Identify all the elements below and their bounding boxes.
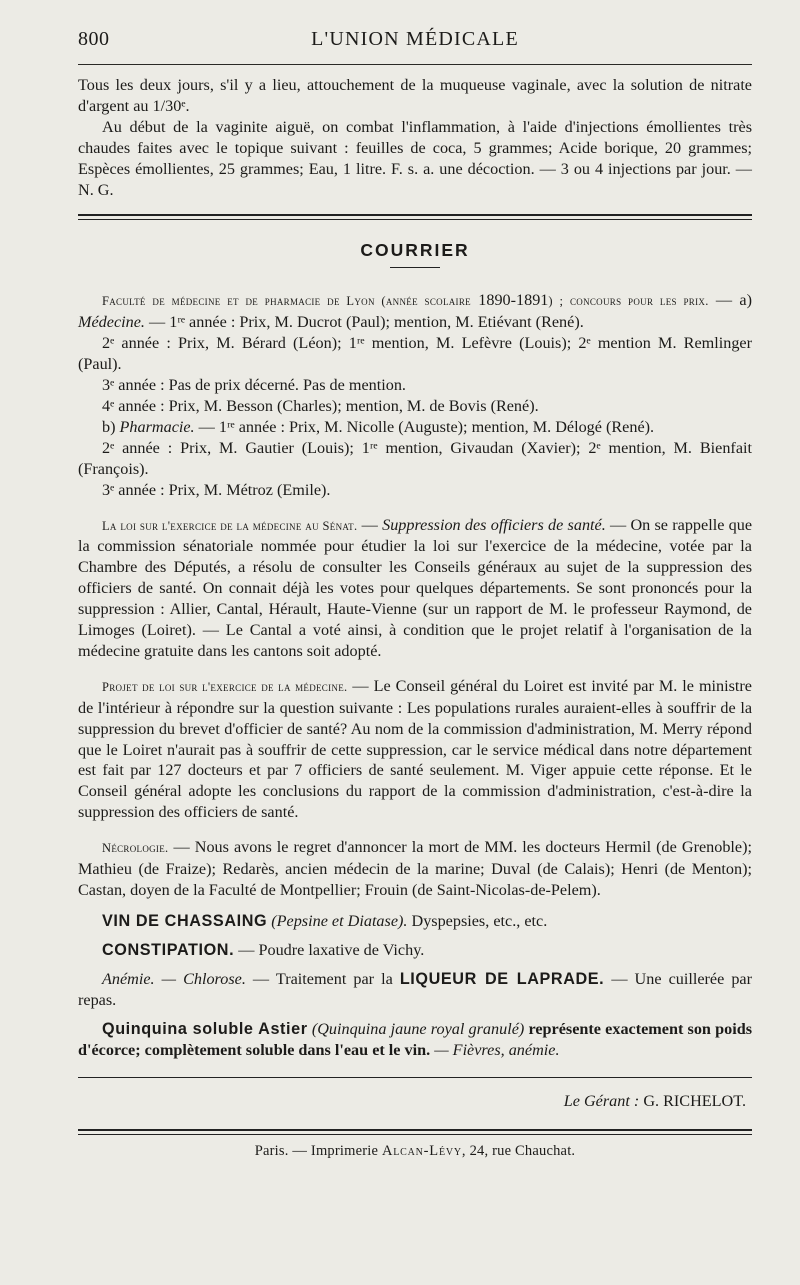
signature — [78, 1092, 752, 1111]
medecine-year-3: 3ᵉ année : Pas de prix décerné. Pas de mention. — [102, 376, 406, 395]
printer-address: , 24, rue Chauchat. — [461, 1142, 576, 1159]
intro-paragraph-2: Au début de la vaginite aiguë, on combat l'inflammation, à l'aide d'injections émollientes très chaudes faites avec le topique suivant : feuilles de coca, 5 grammes; Acide borique, 20 grammes; Espèces émollientes, 25 grammes; Eau, 1 litre. F. s. a. une décoction. — 3 ou 4 injections par jour. — N. G. — [78, 117, 752, 199]
ad-quinquina-paren: (Quinquina jaune royal granulé) — [311, 1019, 525, 1038]
pharmacie-label: Pharmacie. — [119, 417, 195, 436]
footer-rule — [78, 1077, 752, 1078]
pharmacie-year-1 — [78, 417, 752, 438]
title-underline — [390, 267, 440, 268]
ad-constipation-rest: — Poudre laxative de Vichy. — [234, 940, 425, 959]
projet-heading: Projet de loi sur l'exercice de la médecine. — [102, 679, 348, 694]
section-title: COURRIER — [360, 240, 470, 261]
necrologie-heading: Nécrologie. — [102, 841, 169, 856]
ad-quinquina — [78, 1019, 752, 1061]
intro-paragraph-1: Tous les deux jours, s'il y a lieu, attouchement de la muqueuse vaginale, avec la solution de nitrate d'argent au 1/30ᵉ. — [78, 76, 752, 115]
medecine-year-1: — 1ʳᵉ année : Prix, M. Ducrot (Paul); mention, M. Etiévant (René). — [144, 313, 584, 332]
ad-anemie-mid: — Traitement par la — [245, 969, 400, 988]
faculte-heading: Faculté de médecine et de pharmacie de Lyon (année scolaire — [102, 294, 471, 309]
gerant-name: G. RICHELOT. — [639, 1091, 746, 1110]
faculte-a: — a) — [708, 291, 752, 310]
pharmacie-year-2: 2ᵉ année : Prix, M. Gautier (Louis); 1ʳᵉ mention, Givaudan (Xavier); 2ᵉ mention, M. Bienfait (François). — [78, 438, 752, 478]
medecine-label: Médecine. — [78, 313, 145, 332]
ad-vin-name: VIN DE CHASSAING — [102, 911, 268, 930]
printer-prefix: Paris. — Imprimerie — [254, 1142, 382, 1159]
ad-liqueur-name: LIQUEUR DE LAPRADE. — [399, 969, 605, 988]
loi-paragraph: La loi sur l'exercice de la médecine au Sénat. — Suppression des officiers de santé. — On se rappelle que la commission sénatoriale nommée pour étudier la loi sur l'exercice de la médecine, votée par la Chambre des Députés, a résolu de consulter les Conseils généraux au sujet de la suppression des officiers de santé. On connait déjà les votes pour quelques départements. Se sont prononcés pour la suppression : Allier, Cantal, Hérault, Haute-Vienne (sur un rapport de M. le professeur Raymond, de Limoges (Loiret). — Le Cantal a voté ainsi, à condition que le projet relatif à l'organisation de la médecine gratuite dans les cantons soit adopté. — [78, 515, 752, 660]
projet-body: — Le Conseil général du Loiret est invité par M. le ministre de l'intérieur à répondre sur la question suivante : Les populations rurales auraient-elles à souffrir de la suppression du brevet d'officier de santé? Au nom de la commission d'administration, M. Merry répond que le Loiret n'aurait pas à souffrir de cette suppression, car le service médical dans notre département est fait par 127 docteurs et par 7 officiers de santé seulement. M. Viger appuie cette réponse. Et le Conseil général adopte les conclusions du rapport de la commission d'administration, c'est-à-dire la suppression des officiers de santé. — [78, 676, 752, 822]
section-divider — [78, 214, 752, 220]
faculte-years: 1890-1891 — [478, 291, 549, 310]
ad-anemie-end: — Une cuillerée par repas. — [78, 969, 753, 1009]
necrologie-body: — Nous avons le regret d'annoncer la mort de MM. les docteurs Hermil (de Grenoble); Mathieu (de Fraize); Redarès, ancien médecin de la marine; Duval (de Calais); Henri (de Menton); Castan, doyen de la Faculté de Montpellier; Frouin (de Saint-Nicolas-de-Pelem). — [78, 838, 752, 899]
pharmacie-year-3: 3ᵉ année : Prix, M. Métroz (Emile). — [102, 480, 331, 499]
ad-constipation — [78, 940, 752, 961]
medecine-year-2: 2ᵉ année : Prix, M. Bérard (Léon); 1ʳᵉ mention, M. Lefèvre (Louis); 2ᵉ mention M. Remlinger (Paul). — [78, 334, 752, 374]
necrologie-paragraph — [78, 837, 752, 901]
ad-quinquina-text: représente exactement son poids d'écorce; complètement soluble dans l'eau et le vin. — [78, 1019, 753, 1059]
ad-liqueur-laprade — [78, 969, 752, 1011]
ad-quinquina-name: Quinquina soluble Astier — [102, 1019, 308, 1038]
loi-body: — On se rappelle que la commission sénatoriale nommée pour étudier la loi sur l'exercice de la médecine, votée par la Chambre des Députés, a résolu de consulter les Conseils généraux au sujet de la suppression des officiers de santé. On connait déjà les votes pour quelques départements. Se sont prononcés pour la suppression : Allier, Cantal, Hérault, Haute-Vienne (sur un rapport de M. le professeur Raymond, de Limoges (Loiret). — Le Cantal a voté ainsi, à condition que le projet relatif à l'organisation de la médecine gratuite dans les cantons soit adopté. — [78, 515, 752, 660]
ad-vin-paren: (Pepsine et Diatase). — [271, 911, 408, 930]
printer-name: Alcan-Lévy — [381, 1142, 462, 1159]
ad-quinquina-tail: — Fièvres, anémie. — [430, 1040, 560, 1059]
medecine-year-4: 4ᵉ année : Prix, M. Besson (Charles); mention, M. de Bovis (René). — [102, 396, 539, 415]
faculte-heading-2: ) ; concours pour les prix. — [548, 294, 709, 309]
faculte-paragraph — [78, 290, 752, 333]
loi-subtitle: Suppression des officiers de santé. — [382, 515, 606, 534]
journal-title: L'UNION MÉDICALE — [311, 28, 519, 50]
projet-paragraph — [78, 676, 752, 823]
pharmacie-year-1-text: — 1ʳᵉ année : Prix, M. Nicolle (Auguste); mention, M. Délogé (René). — [194, 417, 655, 436]
running-head — [78, 28, 752, 64]
header-rule — [78, 64, 752, 65]
ad-anemie-italic: Anémie. — Chlorose. — [102, 969, 246, 988]
printer-rule — [78, 1129, 752, 1135]
gerant-label: Le Gérant : — [563, 1091, 640, 1110]
pharmacie-prefix: b) — [102, 417, 120, 436]
printer-line — [78, 1143, 752, 1160]
page-number: 800 — [78, 28, 110, 50]
ad-constipation-name: CONSTIPATION. — [102, 940, 235, 959]
loi-heading: La loi sur l'exercice de la médecine au Sénat. — [102, 518, 358, 533]
ad-vin-chassaing — [78, 911, 752, 932]
ad-vin-rest: Dyspepsies, etc., etc. — [407, 911, 548, 930]
